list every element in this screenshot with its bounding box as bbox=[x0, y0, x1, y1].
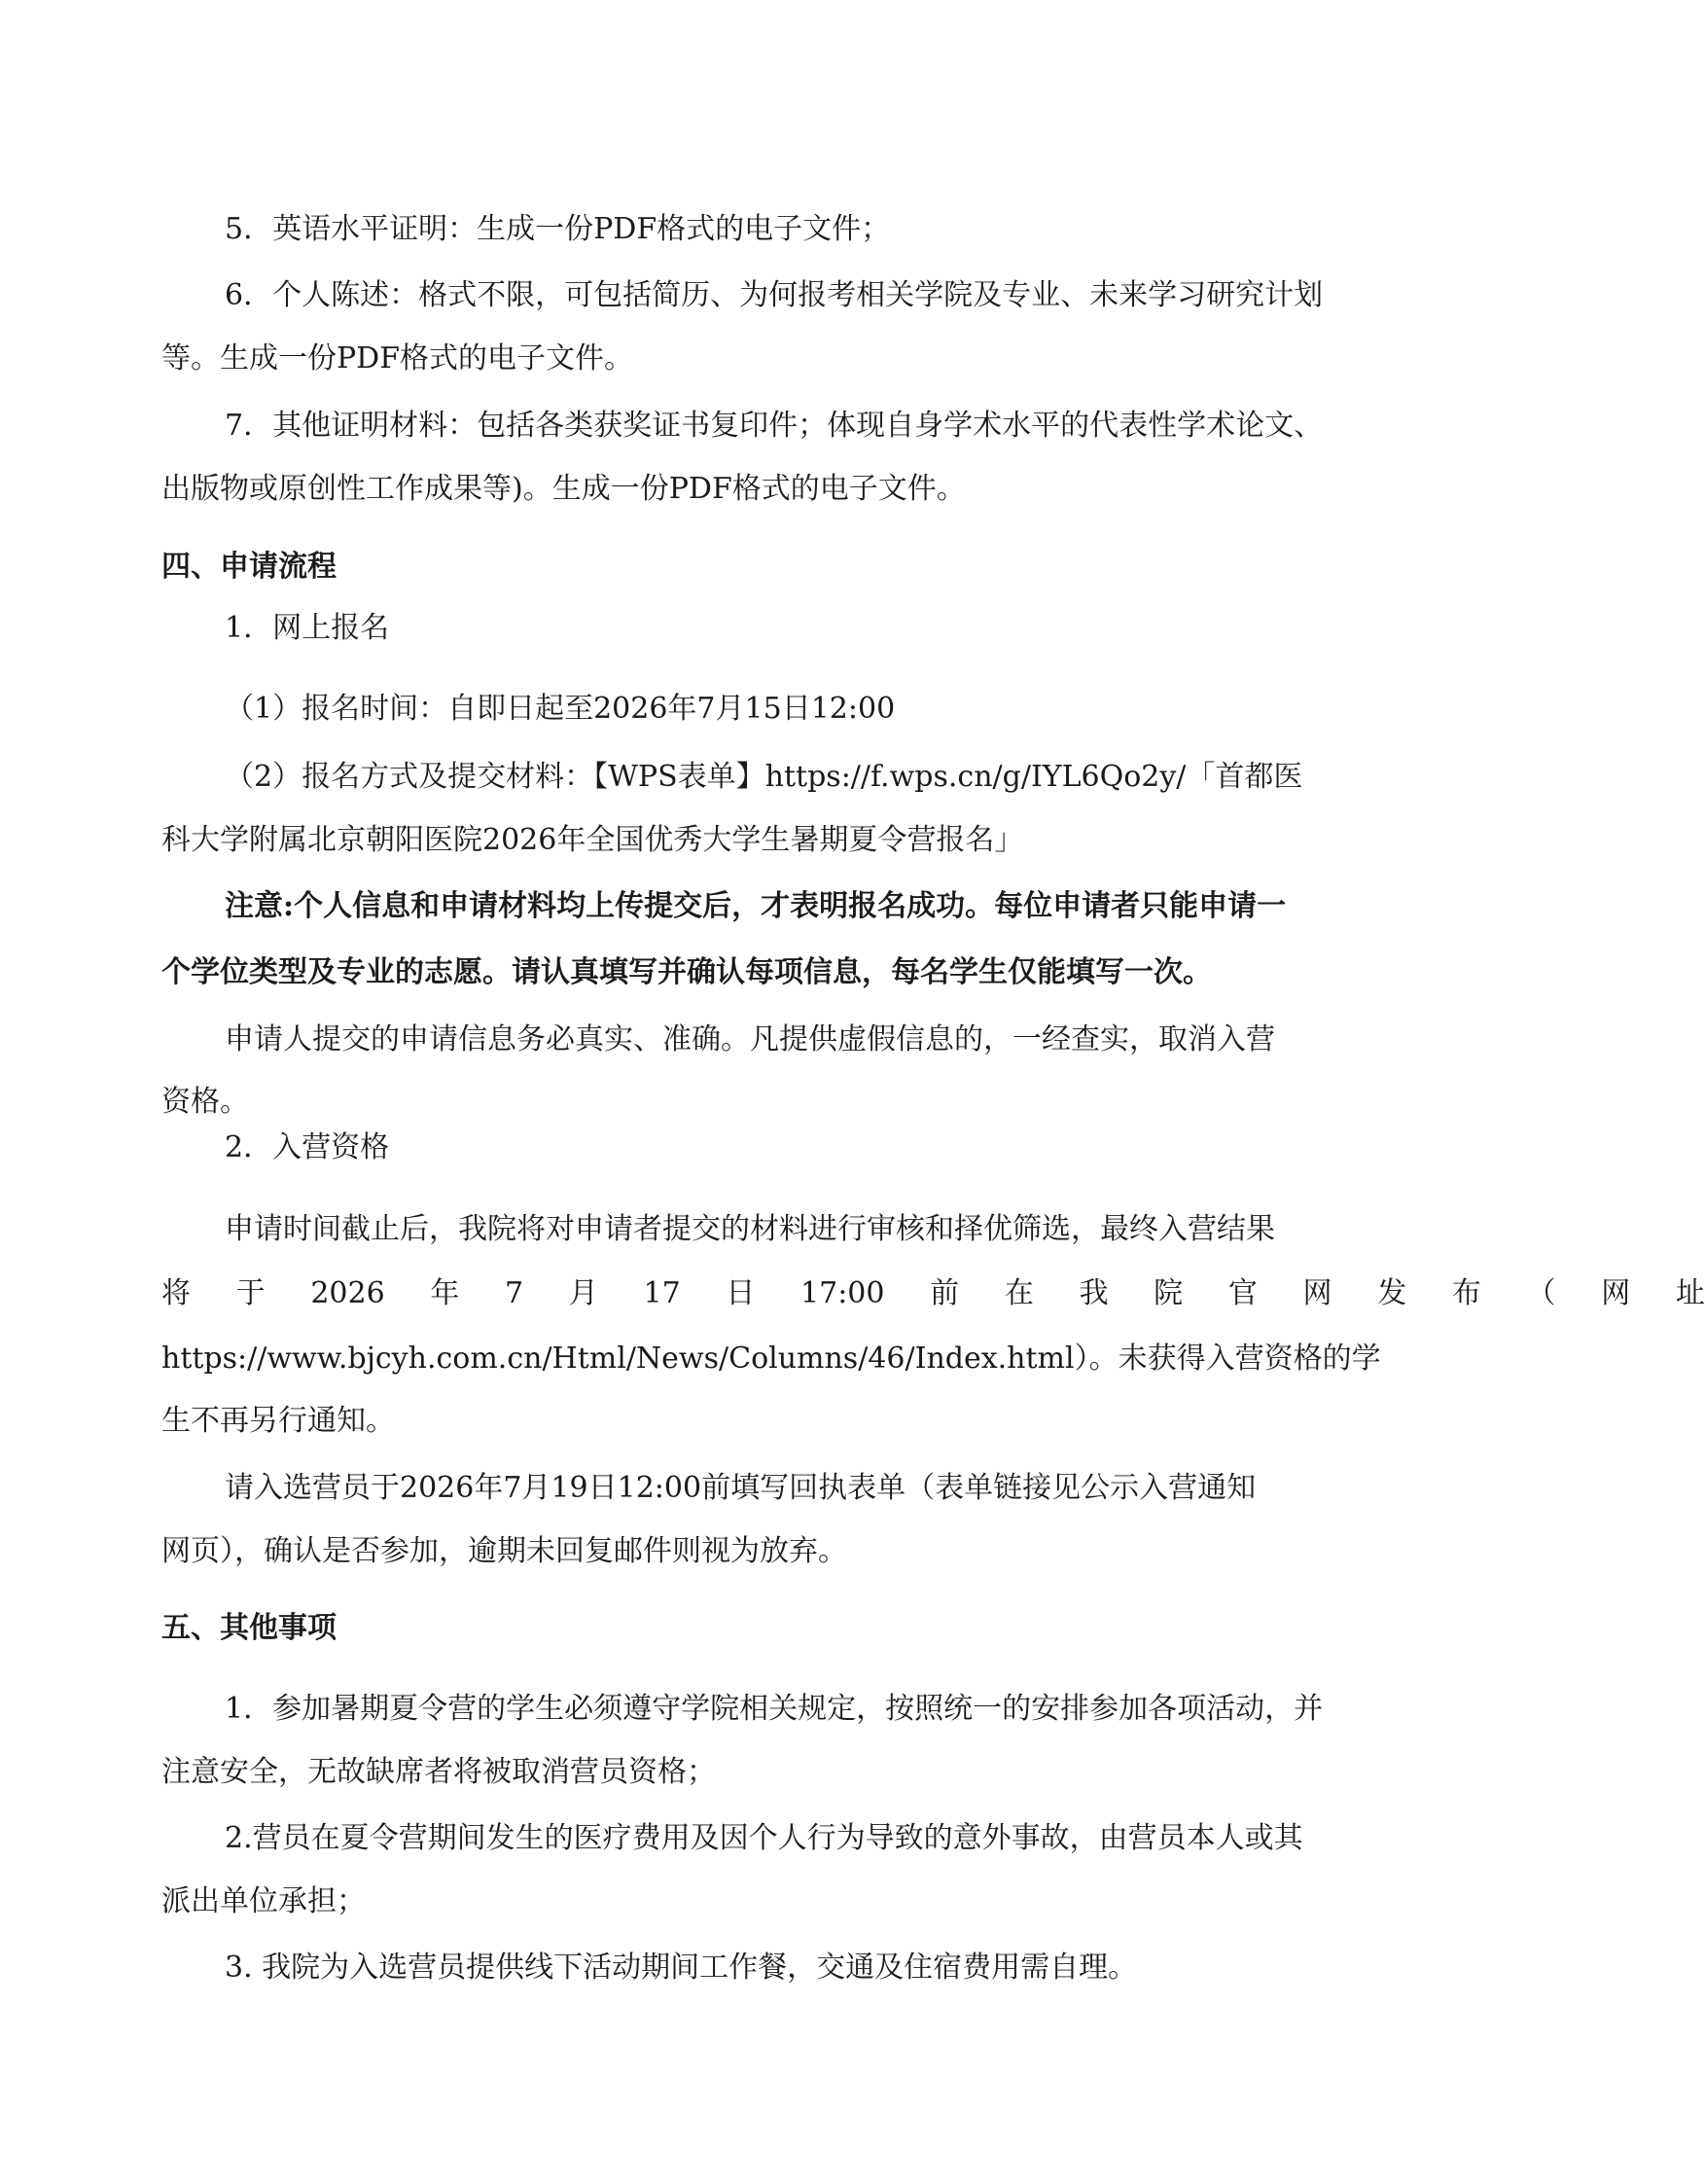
item-7-text-2: 出版物或原创性工作成果等)。生成一份PDF格式的电子文件。 bbox=[161, 472, 966, 506]
review-word: 2026 bbox=[310, 1276, 385, 1310]
rule-1-text-2: 注意安全，无故缺席者将被取消营员资格； bbox=[161, 1755, 716, 1789]
review-word: 布 bbox=[1451, 1276, 1481, 1310]
section-4-heading bbox=[0, 548, 1544, 587]
review-word: 17:00 bbox=[800, 1276, 885, 1310]
review-text-3: https://www.bjcyh.com.cn/Html/News/Columns/46/Index.html）。未获得入营资格的学 bbox=[161, 1342, 1381, 1376]
item-6-text-2: 等。生成一份PDF格式的电子文件。 bbox=[161, 341, 634, 376]
review-word: 网 bbox=[1601, 1276, 1631, 1310]
review-line-2 bbox=[161, 1274, 1705, 1313]
truth-text-1: 申请人提交的申请信息务必真实、准确。凡提供虚假信息的，一经查实，取消入营 bbox=[225, 1022, 1275, 1056]
registration-time-text: （1）报名时间：自即日起至2026年7月15日12:00 bbox=[225, 692, 896, 726]
section-4-sub-2 bbox=[0, 1128, 1544, 1167]
truth-text-2: 资格。 bbox=[161, 1085, 249, 1119]
review-word: 我 bbox=[1079, 1276, 1109, 1310]
online-registration-heading: 1．网上报名 bbox=[225, 611, 390, 645]
registration-method-line-1 bbox=[0, 758, 1544, 797]
truth-line-2 bbox=[0, 1083, 1544, 1122]
review-text-1: 申请时间截止后，我院将对申请者提交的材料进行审核和择优筛选，最终入营结果 bbox=[225, 1212, 1275, 1246]
item-7-line-2 bbox=[0, 470, 1544, 509]
notice-text-2: 个学位类型及专业的志愿。请认真填写并确认每项信息，每名学生仅能填写一次。 bbox=[161, 955, 1212, 989]
item-5-text: 5．英语水平证明：生成一份PDF格式的电子文件； bbox=[225, 212, 891, 246]
review-text-4: 生不再另行通知。 bbox=[161, 1404, 395, 1438]
review-line-1 bbox=[0, 1210, 1544, 1249]
registration-method-text-2: 科大学附属北京朝阳医院2026年全国优秀大学生暑期夏令营报名」 bbox=[161, 823, 1024, 857]
confirm-text-2: 网页），确认是否参加，逾期未回复邮件则视为放弃。 bbox=[161, 1534, 847, 1568]
section-4-heading-text: 四、申请流程 bbox=[161, 550, 337, 584]
confirm-line-2 bbox=[0, 1532, 1544, 1571]
review-word: （ bbox=[1526, 1276, 1556, 1310]
rule-2-line-2 bbox=[0, 1882, 1544, 1921]
notice-line-1 bbox=[0, 887, 1544, 926]
registration-time bbox=[0, 690, 1544, 729]
review-word: 将 bbox=[161, 1276, 191, 1310]
notice-text-1: 注意:个人信息和申请材料均上传提交后，才表明报名成功。每位申请者只能申请一 bbox=[225, 889, 1287, 923]
registration-method-line-2 bbox=[0, 821, 1544, 860]
review-word: 网 bbox=[1302, 1276, 1332, 1310]
review-word: 前 bbox=[930, 1276, 960, 1310]
review-word: 7 bbox=[505, 1276, 524, 1310]
review-word: 17 bbox=[643, 1276, 681, 1310]
rule-2-text-1: 2.营员在夏令营期间发生的医疗费用及因个人行为导致的意外事故，由营员本人或其 bbox=[225, 1821, 1303, 1855]
confirm-line-1 bbox=[0, 1469, 1544, 1508]
rule-1-text-1: 1．参加暑期夏令营的学生必须遵守学院相关规定，按照统一的安排参加各项活动，并 bbox=[225, 1692, 1324, 1726]
section-5-heading bbox=[0, 1609, 1544, 1648]
rule-3-text: 3. 我院为入选营员提供线下活动期间工作餐，交通及住宿费用需自理。 bbox=[225, 1951, 1138, 1985]
rule-1-line-2 bbox=[0, 1753, 1544, 1792]
review-word: 月 bbox=[568, 1276, 598, 1310]
rule-1-line-1 bbox=[0, 1690, 1544, 1729]
rule-2-line-1 bbox=[0, 1819, 1544, 1858]
review-word: 年 bbox=[430, 1276, 460, 1310]
review-word: 发 bbox=[1377, 1276, 1407, 1310]
review-line-4 bbox=[0, 1402, 1544, 1441]
review-word: 在 bbox=[1004, 1276, 1034, 1310]
item-7-text-1: 7．其他证明材料：包括各类获奖证书复印件；体现自身学术水平的代表性学术论文、 bbox=[225, 409, 1324, 443]
camp-eligibility-heading: 2．入营资格 bbox=[225, 1130, 390, 1164]
item-6-text-1: 6．个人陈述：格式不限，可包括简历、为何报考相关学院及专业、未来学习研究计划 bbox=[225, 278, 1324, 312]
truth-line-1 bbox=[0, 1020, 1544, 1059]
review-word: 日 bbox=[726, 1276, 756, 1310]
review-word: 于 bbox=[235, 1276, 266, 1310]
item-7-line-1 bbox=[0, 407, 1544, 446]
rule-2-text-2: 派出单位承担； bbox=[161, 1884, 366, 1918]
registration-method-text-1: （2）报名方式及提交材料：【WPS表单】https://f.wps.cn/g/IYL6Qo2y/「首都医 bbox=[225, 760, 1303, 794]
review-word: 官 bbox=[1227, 1276, 1258, 1310]
notice-line-2 bbox=[0, 953, 1544, 992]
item-6-line-2 bbox=[0, 340, 1544, 378]
item-6-line-1 bbox=[0, 276, 1544, 315]
confirm-text-1: 请入选营员于2026年7月19日12:00前填写回执表单（表单链接见公示入营通知 bbox=[225, 1471, 1257, 1505]
review-word: 址 bbox=[1675, 1276, 1705, 1310]
item-5 bbox=[0, 210, 1544, 249]
review-word: 院 bbox=[1154, 1276, 1184, 1310]
review-line-3 bbox=[0, 1340, 1544, 1378]
section-4-sub-1 bbox=[0, 609, 1544, 648]
rule-3 bbox=[0, 1949, 1544, 1987]
section-5-heading-text: 五、其他事项 bbox=[161, 1611, 337, 1645]
